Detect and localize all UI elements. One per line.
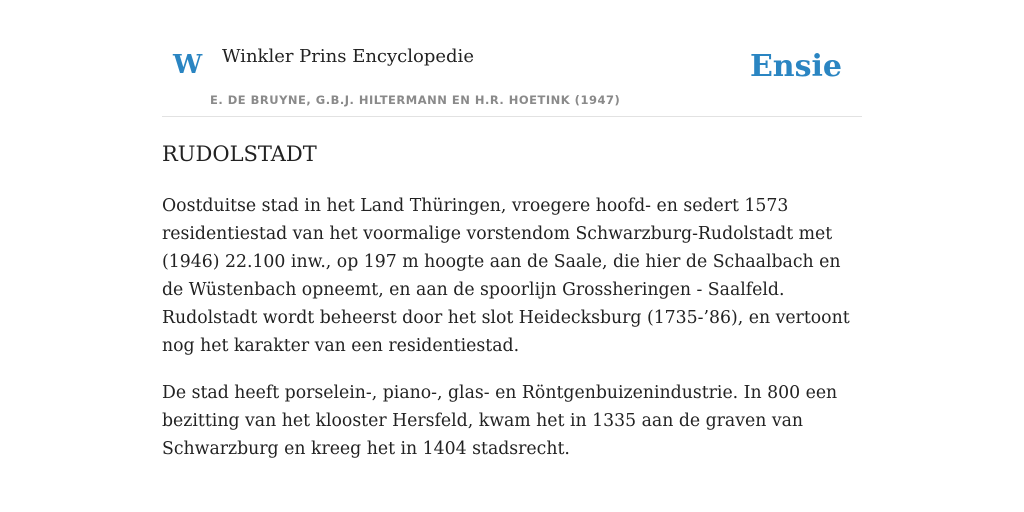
source-title[interactable]: Winkler Prins Encyclopedie [222, 46, 474, 67]
source-authors: E. DE BRUYNE, G.B.J. HILTERMANN EN H.R. HOETINK (1947) [210, 93, 621, 107]
entry-paragraph: Oostduitse stad in het Land Thüringen, vroegere hoofd- en sedert 1573 residentiestad van het voormalige vorstendom Schwarzburg-Rudolstadt met (1946) 22.100 inw., op 197 m hoogte aan de Saale, die hier de Schaalbach en de Wüstenbach opneemt, en aan de spoorlijn Grossheringen - Saalfeld. Rudolstadt wordt beheerst door het slot Heidecksburg (1735-’86), en vertoont nog het karakter van een residentiestad. [162, 196, 850, 356]
source-header [162, 0, 862, 117]
ensie-logo[interactable]: Ensie [749, 49, 842, 84]
entry-body [162, 192, 862, 482]
source-logo[interactable]: W [173, 50, 203, 80]
entry-title: RUDOLSTADT [162, 142, 317, 166]
entry-paragraph: De stad heeft porselein-, piano-, glas- en Röntgenbuizenindustrie. In 800 een bezitting van het klooster Hersfeld, kwam het in 1335 aan de graven van Schwarzburg en kreeg het in 1404 stadsrecht. [162, 383, 838, 459]
article-page [162, 0, 862, 512]
